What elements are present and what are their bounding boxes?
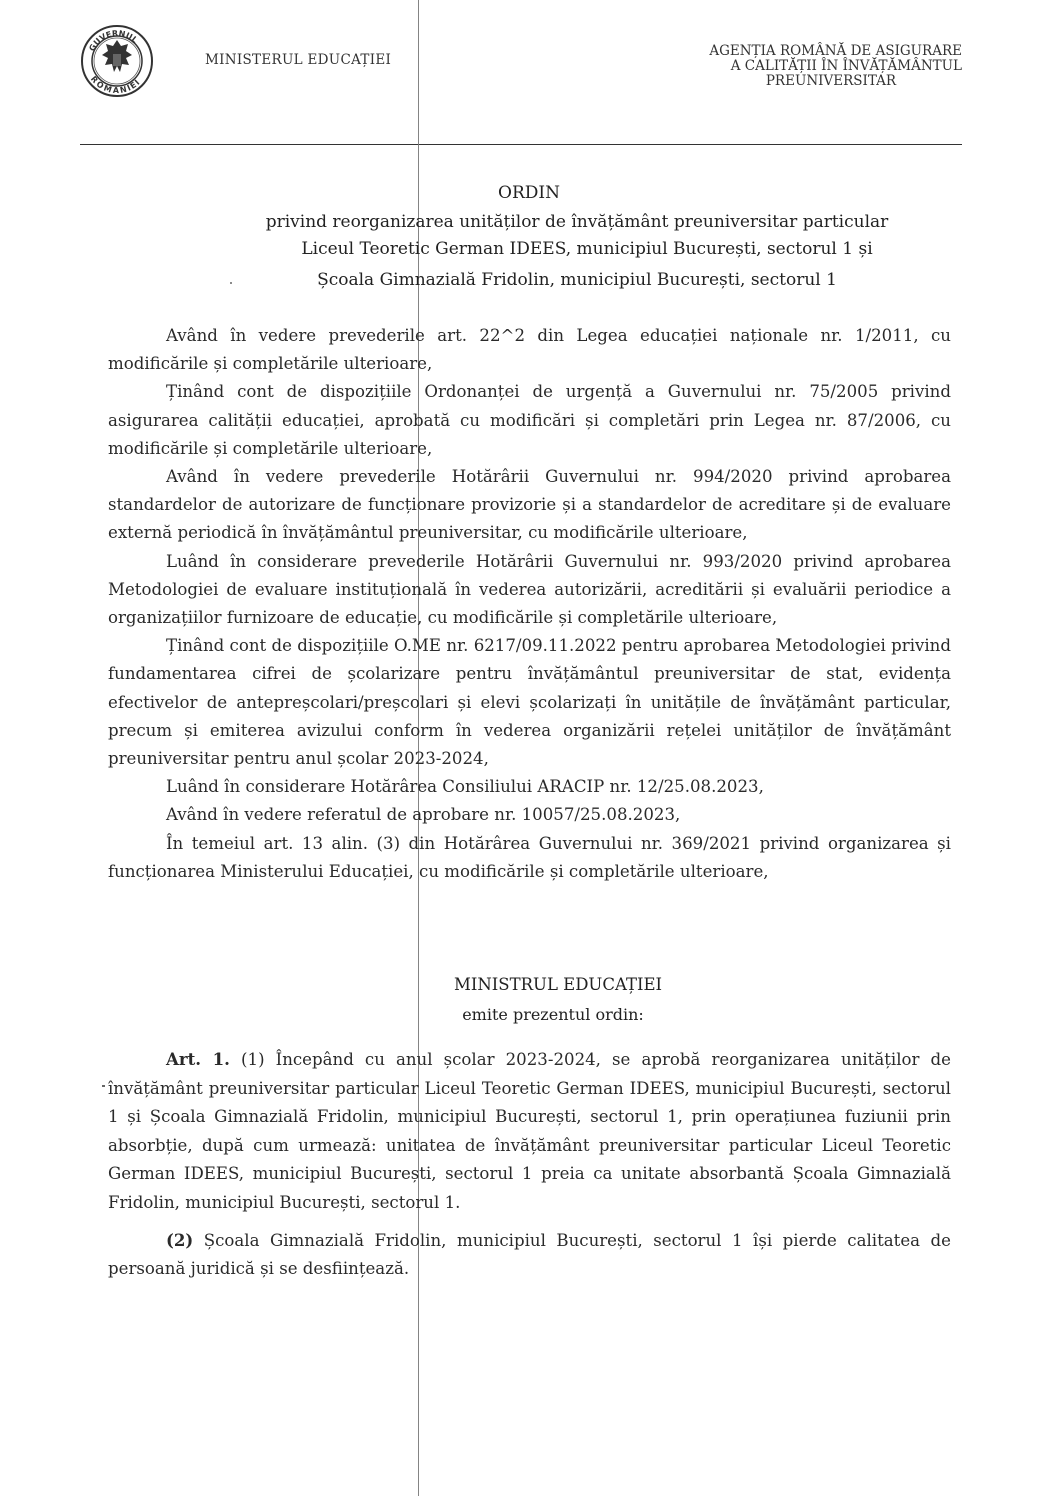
agency-line-2: A CALITĂȚII ÎN ÎNVĂȚĂMÂNTUL [730, 58, 962, 74]
preamble [108, 322, 951, 886]
article-label: Art. 1. [166, 1049, 230, 1069]
paragraph-number: (2) [166, 1229, 194, 1250]
document-title: ORDIN [498, 183, 560, 203]
preamble-paragraph: Luând în considerare prevederile Hotărârii Guvernului nr. 993/2020 privind aprobarea Metodologiei de evaluare instituțională în vederea autorizării, acreditării și evaluării periodice a organizațiilor furnizoare de educație, cu modificările și completările ulterioare, [108, 551, 951, 628]
seal-text-bottom: ROMÂNIEI [88, 74, 142, 96]
article-1 [108, 1045, 951, 1284]
issuer-statement: emite prezentul ordin: [462, 1005, 644, 1024]
ministry-name: MINISTERUL EDUCAȚIEI [205, 52, 392, 68]
seal-text-top: GUVERNUL [87, 28, 140, 53]
subtitle-line-3: Școala Gimnazială Fridolin, municipiul București, sectorul 1 [317, 270, 837, 290]
scan-speck [102, 1085, 105, 1087]
header-divider [80, 144, 962, 145]
article-1-paragraph-2 [108, 1226, 951, 1284]
preamble-paragraph: Ținând cont de dispozițiile O.ME nr. 6217/09.11.2022 pentru aprobarea Metodologiei privind fundamentarea cifrei de școlarizare pentru învățământul preuniversitar de stat, evidența efectivelor de antepreșcolari/preșcolari și elevi școlarizați în unitățile de învățământ particular, precum și emiterea avizului conform în vederea organizării rețelei unităților de învățământ preuniversitar pentru anul școlar 2023-2024, [108, 636, 951, 769]
preamble-paragraph: Luând în considerare Hotărârea Consiliului ARACIP nr. 12/25.08.2023, [166, 777, 764, 797]
agency-line-3: PREUNIVERSITAR [765, 73, 896, 89]
preamble-paragraph: În temeiul art. 13 alin. (3) din Hotărârea Guvernului nr. 369/2021 privind organizarea și funcționarea Ministerului Educației, cu modificările și completările ulterioare, [108, 833, 951, 881]
preamble-paragraph: Având în vedere prevederile art. 22^2 din Legea educației naționale nr. 1/2011, cu modificările și completările ulterioare, [108, 326, 951, 374]
issuer-title: MINISTRUL EDUCAȚIEI [453, 975, 663, 994]
agency-line-1: AGENȚIA ROMÂNĂ DE ASIGURARE [709, 43, 962, 59]
government-seal-icon [80, 24, 154, 98]
paragraph-number: (1) [241, 1050, 265, 1069]
paragraph-text: Începând cu anul școlar 2023-2024, se aprobă reorganizarea unităților de învățământ preuniversitar particular Liceul Teoretic German IDEES, municipiul București, sectorul 1 și Școala Gimnazială Fridolin, municipiul București, sectorul 1, prin operațiunea fuziunii prin absorbție, după cum urmează: unitatea de învățământ preuniversitar particular Liceul Teoretic German IDEES, municipiul București, sectorul 1 preia ca unitate absorbantă Școala Gimnazială Fridolin, municipiul București, sectorul 1. [108, 1050, 951, 1212]
subtitle-line-2: Liceul Teoretic German IDEES, municipiul București, sectorul 1 și [301, 239, 873, 259]
preamble-paragraph: Având în vedere referatul de aprobare nr. 10057/25.08.2023, [166, 805, 681, 825]
preamble-paragraph: Ținând cont de dispozițiile Ordonanței de urgență a Guvernului nr. 75/2005 privind asigurarea calității educației, aprobată cu modificări și completări prin Legea nr. 87/2006, cu modificările și completările ulterioare, [108, 382, 951, 458]
paragraph-text: Școala Gimnazială Fridolin, municipiul București, sectorul 1 își pierde calitatea de persoană juridică și se desființează. [108, 1230, 951, 1279]
article-1-paragraph-1 [108, 1045, 951, 1218]
preamble-paragraph: Având în vedere prevederile Hotărârii Guvernului nr. 994/2020 privind aprobarea standardelor de autorizare de funcționare provizorie și a standardelor de acreditare și de evaluare externă periodică în învățământul preuniversitar, cu modificările ulterioare, [108, 467, 951, 543]
agency-name [632, 44, 962, 89]
subtitle-line-1: privind reorganizarea unităților de învățământ preuniversitar particular [265, 212, 889, 232]
